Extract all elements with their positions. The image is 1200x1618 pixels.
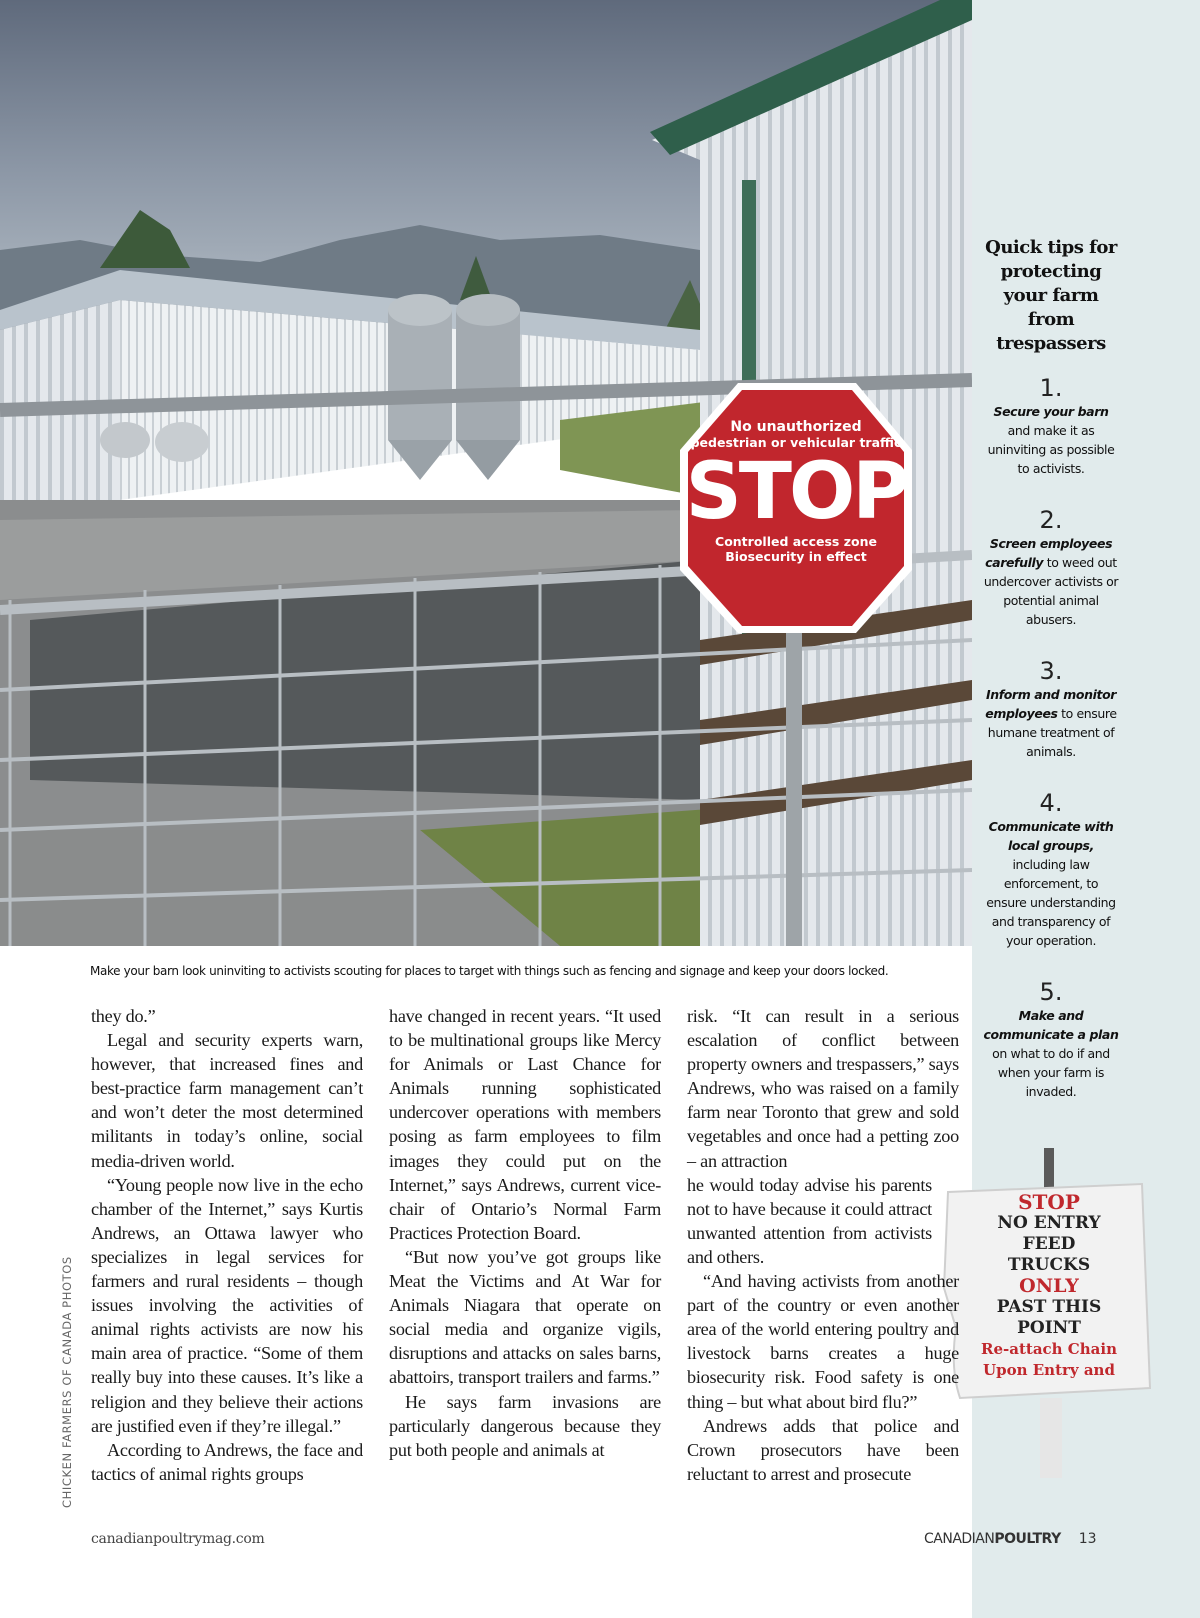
sign-line-stop: STOP (1018, 1190, 1080, 1214)
article-column-3 (687, 1004, 959, 1486)
no-entry-sign-photo (940, 1148, 1180, 1478)
sign-line-reattach: Re-attach Chain (981, 1340, 1117, 1358)
tip-body: and make it as uninviting as possible to activists. (987, 423, 1115, 476)
quick-tips-box (982, 236, 1120, 1101)
tip-lead: Secure your barn (993, 404, 1109, 419)
photo-caption: Make your barn look uninviting to activists scouting for places to target with things such as fencing and signage and keep your doors locked. (90, 964, 889, 978)
tip-lead: Make and communicate a plan (983, 1008, 1119, 1042)
tip-number: 2. (1039, 506, 1063, 534)
paragraph: “But now you’ve got groups like Meat the Victims and At War for Animals Niagara that operate on social media and organize vigils, disruptions and attacks on sales barns, abattoirs, transport trailers and farms.” (389, 1246, 661, 1388)
tip-text (982, 1006, 1120, 1101)
no-entry-sign-text (954, 1192, 1144, 1381)
paragraph: “And having activists from another part of the country or even another area of the world entering poultry and livestock barns creates a huge biosecurity risk. Food safety is one thing – but what about bird flu?” (687, 1271, 959, 1412)
paragraph: Legal and security experts warn, however, that increased fines and best-practice farm management can’t and won’t deter the most determined militants in today’s online, social media-driven world. (91, 1030, 363, 1171)
magazine-name-bold: POULTRY (994, 1531, 1061, 1547)
stop-sign-top-text-2: pedestrian or vehicular traffic (690, 435, 902, 450)
tip-body: to ensure humane treatment of animals. (987, 706, 1117, 759)
stop-sign-word: STOP (685, 447, 907, 537)
tip-1 (982, 374, 1120, 478)
tip-lead: Inform and monitor employees (985, 687, 1117, 721)
page-number: 13 (1078, 1531, 1097, 1547)
stop-sign (680, 383, 912, 633)
sign-line-feed: FEED (1022, 1234, 1076, 1254)
paragraph: have changed in recent years. “It used to be multinational groups like Mercy for Animals or Last Chance for Animals running sophisticated undercover operations with members posing as farm employees to film images they could put on the Internet,” says Andrews, current vice-chair of Ontario’s Normal Farm Practices Protection Board. (389, 1006, 661, 1243)
tip-number: 5. (1039, 978, 1063, 1006)
paragraph: Andrews adds that police and Crown prosecutors have been reluctant to arrest and prosecute (687, 1415, 959, 1484)
tip-text (982, 817, 1120, 950)
tip-4 (982, 789, 1120, 950)
paragraph: he would today advise his parents not to have because it could attract unwanted attention from activists and others. (687, 1174, 932, 1267)
tip-body: including law enforcement, to ensure understanding and transparency of your operation. (986, 857, 1116, 948)
paragraph: He says farm invasions are particularly dangerous because they put both people and animals at (389, 1391, 661, 1460)
tip-number: 4. (1039, 789, 1063, 817)
sign-line-point: POINT (1017, 1318, 1081, 1338)
footer-website: canadianpoultrymag.com (91, 1531, 265, 1547)
sign-line-upon-entry: Upon Entry and (983, 1361, 1115, 1379)
sign-line-only: ONLY (1019, 1275, 1079, 1297)
article-column-2 (389, 1004, 661, 1462)
tip-body: to weed out undercover activists or potential animal abusers. (983, 555, 1119, 627)
stop-sign-bottom-text: Controlled access zone (715, 534, 877, 549)
tip-body: on what to do if and when your farm is invaded. (992, 1046, 1110, 1099)
sign-line-no-entry: NO ENTRY (997, 1213, 1101, 1233)
tip-text (982, 685, 1120, 761)
tip-number: 3. (1039, 657, 1063, 685)
tips-title: Quick tips for protecting your farm from trespassers (985, 237, 1117, 354)
tip-5 (982, 978, 1120, 1101)
tip-text (982, 402, 1120, 478)
tip-3 (982, 657, 1120, 761)
article-column-1 (91, 1004, 363, 1486)
farm-gate-photo (0, 0, 972, 946)
paragraph: they do.” (91, 1006, 156, 1026)
tip-text (982, 534, 1120, 629)
stop-sign-bottom-text-2: Biosecurity in effect (725, 549, 867, 564)
stop-sign-top-text: No unauthorized (730, 419, 862, 435)
footer-folio (924, 1531, 1097, 1547)
tip-number: 1. (1039, 374, 1063, 402)
paragraph: risk. “It can result in a serious escalation of conflict between property owners and trespassers,” says Andrews, who was raised on a family farm near Toronto that grew and sold vegetables and once had a petting zoo – an attraction (687, 1006, 959, 1171)
paragraph: “Young people now live in the echo chamber of the Internet,” says Kurtis Andrews, an Ottawa lawyer who specializes in legal services for farmers and rural residents – though issues involving the activities of animal rights activists are now his main area of practice. “Some of them really buy into these causes. It’s like a religion and they believe their actions are justified even if they’re illegal.” (91, 1174, 363, 1436)
tip-lead: Communicate with local groups, (988, 819, 1114, 853)
sign-line-trucks: TRUCKS (1007, 1255, 1091, 1275)
paragraph: According to Andrews, the face and tactics of animal rights groups (91, 1439, 363, 1484)
sign-line-past-this: PAST THIS (996, 1297, 1102, 1317)
tip-lead: Screen employees carefully (985, 536, 1113, 570)
magazine-name-light: CANADIAN (924, 1531, 995, 1547)
tip-2 (982, 506, 1120, 629)
photo-credit: CHICKEN FARMERS OF CANADA PHOTOS (60, 1256, 74, 1508)
